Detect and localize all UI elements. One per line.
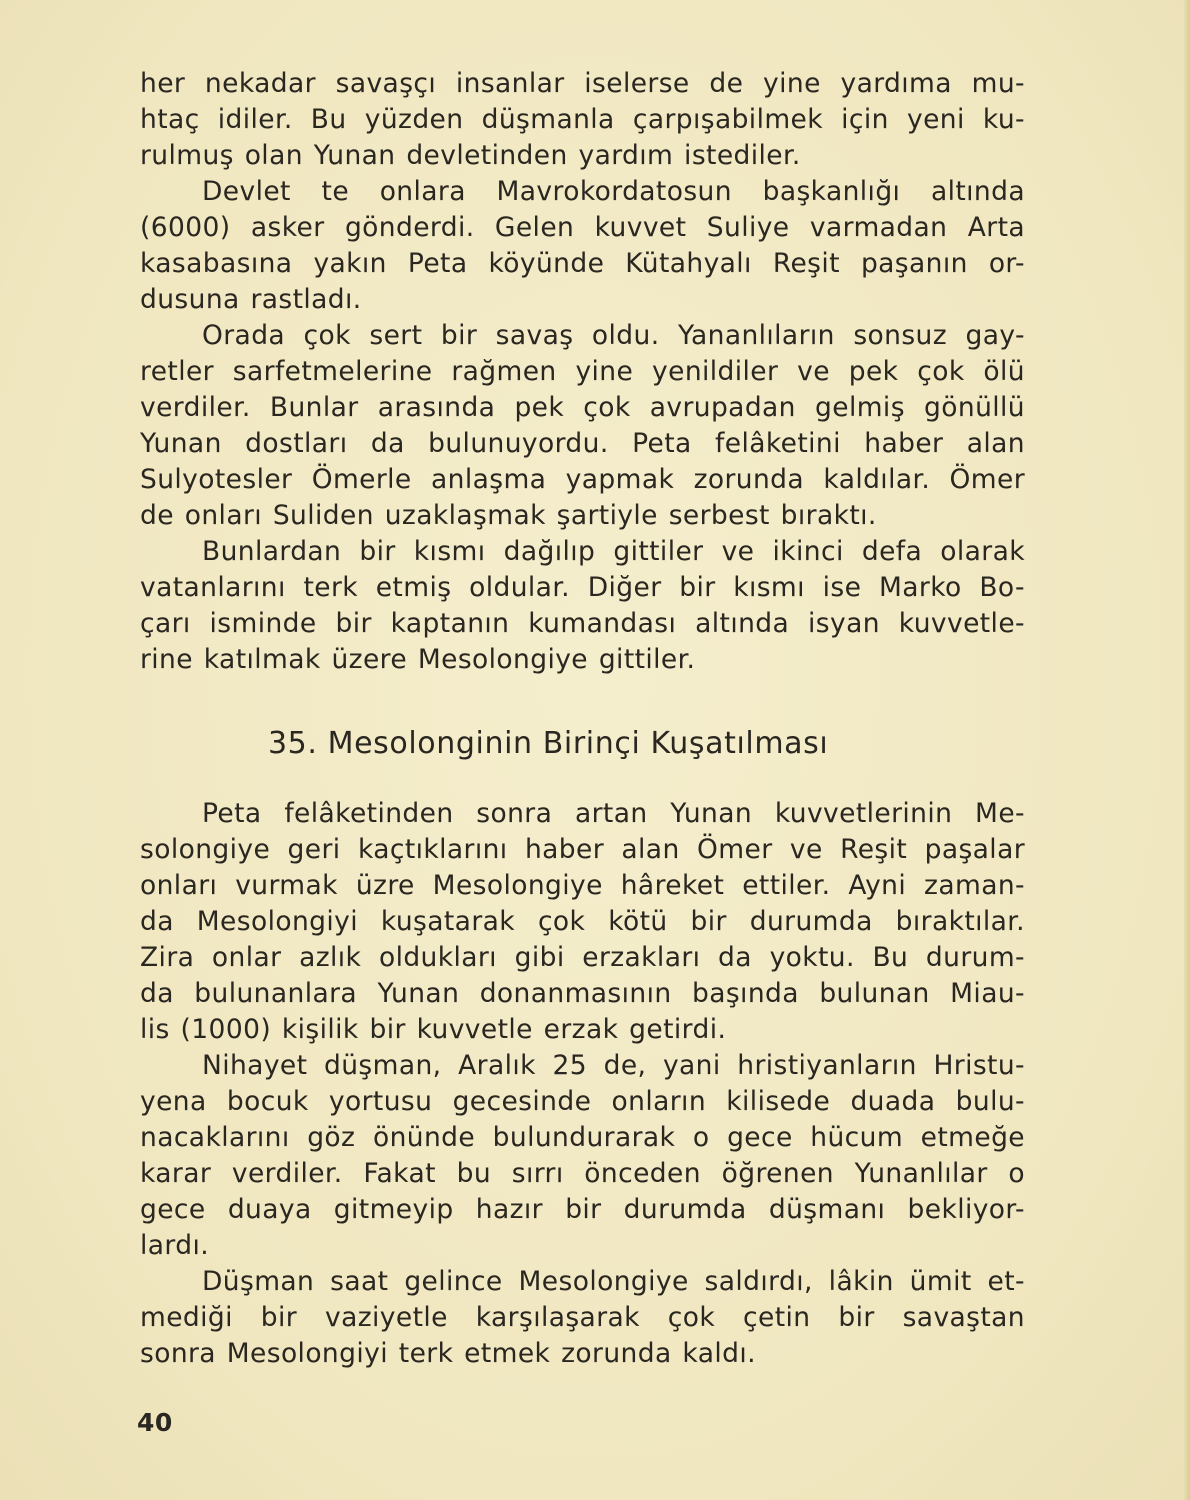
text-line: çarı isminde bir kaptanın kumandası altında isyan kuvvetle-	[140, 608, 1025, 639]
text-line: da Mesolongiyi kuşatarak çok kötü bir durumda bıraktılar.	[140, 906, 1025, 937]
text-line: da bulunanlara Yunan donanmasının başında bulunan Miau-	[140, 978, 1025, 1009]
section-heading: 35. Mesolonginin Birinçi Kuşatılması	[268, 726, 829, 761]
text-line: Düşman saat gelince Mesolongiye saldırdı, lâkin ümit et-	[202, 1266, 1025, 1297]
text-line: (6000) asker gönderdi. Gelen kuvvet Suliye varmadan Arta	[140, 212, 1025, 243]
text-line: lardı.	[140, 1230, 210, 1261]
text-line: retler sarfetmelerine rağmen yine yenildiler ve pek çok ölü	[140, 356, 1025, 387]
text-line: Sulyotesler Ömerle anlaşma yapmak zorunda kaldılar. Ömer	[140, 464, 1025, 495]
text-line: kasabasına yakın Peta köyünde Kütahyalı Reşit paşanın or-	[140, 248, 1025, 279]
text-line: lis (1000) kişilik bir kuvvetle erzak getirdi.	[140, 1014, 727, 1045]
text-line: Peta felâketinden sonra artan Yunan kuvvetlerinin Me-	[202, 798, 1025, 829]
text-line: yena bocuk yortusu gecesinde onların kilisede duada bulu-	[140, 1086, 1025, 1117]
text-line: Yunan dostları da bulunuyordu. Peta felâketini haber alan	[140, 428, 1025, 459]
page-edge	[1184, 0, 1190, 1500]
text-line: nacaklarını göz önünde bulundurarak o gece hücum etmeğe	[140, 1122, 1025, 1153]
text-block-lower	[140, 796, 1025, 1372]
text-line: onları vurmak üzre Mesolongiye hâreket ettiler. Ayni zaman-	[140, 870, 1025, 901]
text-line: mediği bir vaziyetle karşılaşarak çok çetin bir savaştan	[140, 1302, 1025, 1333]
text-line: htaç idiler. Bu yüzden düşmanla çarpışabilmek için yeni ku-	[140, 104, 1025, 135]
text-line: verdiler. Bunlar arasında pek çok avrupadan gelmiş gönüllü	[140, 392, 1025, 423]
text-line: gece duaya gitmeyip hazır bir durumda düşmanı bekliyor-	[140, 1194, 1025, 1225]
text-line: Devlet te onlara Mavrokordatosun başkanlığı altında	[202, 176, 1025, 207]
page-number: 40	[137, 1408, 173, 1437]
text-line: de onları Suliden uzaklaşmak şartiyle serbest bıraktı.	[140, 500, 877, 531]
text-line: rulmuş olan Yunan devletinden yardım istediler.	[140, 140, 801, 171]
text-line: dusuna rastladı.	[140, 284, 362, 315]
text-line: vatanlarını terk etmiş oldular. Diğer bir kısmı ise Marko Bo-	[140, 572, 1025, 603]
text-line: Zira onlar azlık oldukları gibi erzakları da yoktu. Bu durum-	[140, 942, 1025, 973]
text-block-upper	[140, 66, 1025, 678]
text-line: karar verdiler. Fakat bu sırrı önceden öğrenen Yunanlılar o	[140, 1158, 1025, 1189]
text-line: Nihayet düşman, Aralık 25 de, yani hristiyanların Hristu-	[202, 1050, 1025, 1081]
text-line: Orada çok sert bir savaş oldu. Yananlıların sonsuz gay-	[202, 320, 1025, 351]
text-line: rine katılmak üzere Mesolongiye gittiler.	[140, 644, 696, 675]
text-line: her nekadar savaşçı insanlar iselerse de yine yardıma mu-	[140, 68, 1025, 99]
text-line: sonra Mesolongiyi terk etmek zorunda kaldı.	[140, 1338, 756, 1369]
text-line: Bunlardan bir kısmı dağılıp gittiler ve ikinci defa olarak	[202, 536, 1025, 567]
text-line: solongiye geri kaçtıklarını haber alan Ömer ve Reşit paşalar	[140, 834, 1025, 865]
